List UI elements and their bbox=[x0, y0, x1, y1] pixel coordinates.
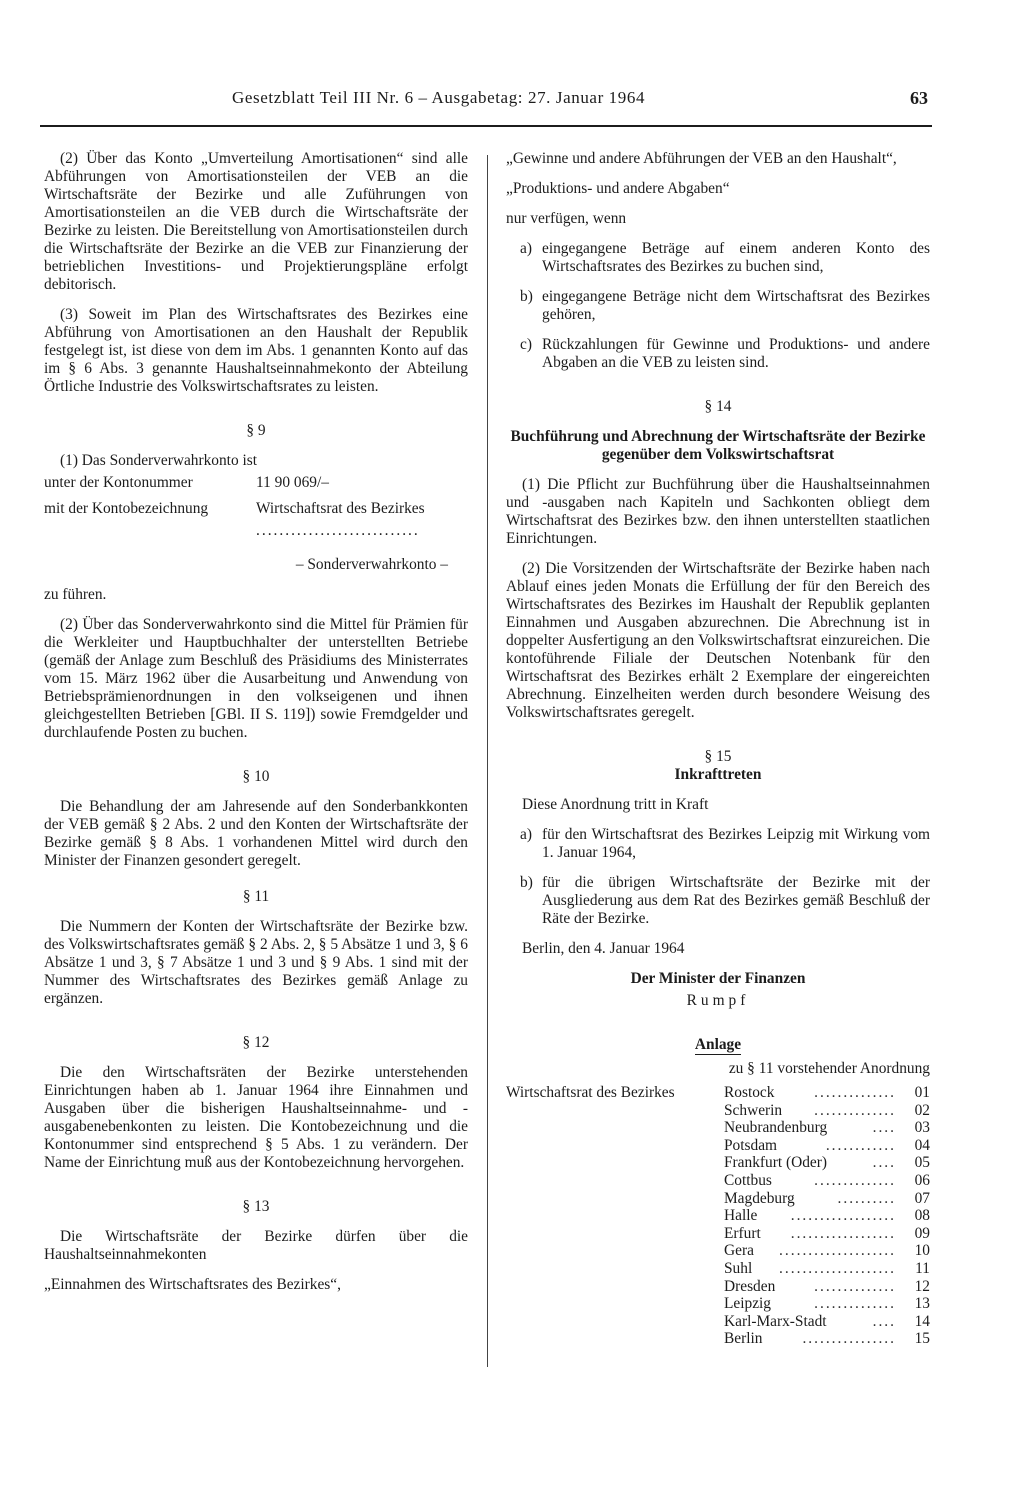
district-number: 12 bbox=[914, 1277, 930, 1295]
section-9-heading: § 9 bbox=[246, 422, 266, 439]
section-15-heading: § 15 bbox=[704, 748, 732, 765]
district-name: Frankfurt (Oder) bbox=[724, 1154, 827, 1172]
district-name: Dresden bbox=[724, 1277, 776, 1295]
sonderverwahrkonto-label: – Sonderverwahrkonto – bbox=[295, 556, 448, 573]
district-leader-dots: .......... bbox=[837, 1189, 896, 1207]
district-leader-dots: .............. bbox=[814, 1101, 896, 1119]
district-row bbox=[506, 1313, 930, 1331]
list-item-c: c) Rückzahlungen für Gewinne und Produktions- und andere Abgaben an die VEB zu leisten sind. bbox=[520, 336, 930, 371]
kontonummer-value: 11 90 069/– bbox=[256, 474, 329, 491]
paragraph-14-2: (2) Die Vorsitzenden der Wirtschaftsräte der Bezirke haben nach Ablauf eines jeden Monats die Erfüllung der für den Bereich des Wirtschaftsrates des Bezirkes im Haushalt der Republik geplanten Einnahmen und Ausgaben abzurechnen. Die Abrechnung ist in doppelter Ausfertigung an den Volkswirtschaftsrat einzureichen. Die kontoführende Filiale der Deutschen Notenbank für den Wirtschaftsrat des Bezirkes erhält 2 Exemplare der eingereichten Abrechnung. Einzelheiten werden durch besondere Weisung des Volkswirtschaftsrates geregelt. bbox=[506, 560, 930, 721]
district-number: 08 bbox=[914, 1207, 930, 1225]
district-row bbox=[506, 1207, 930, 1225]
district-number: 02 bbox=[914, 1101, 930, 1119]
district-name: Cottbus bbox=[724, 1171, 772, 1189]
district-name: Gera bbox=[724, 1242, 754, 1260]
section-15-title: Inkrafttreten bbox=[674, 766, 762, 783]
district-row bbox=[506, 1084, 930, 1102]
district-leader-dots: .................... bbox=[779, 1242, 896, 1260]
district-row bbox=[506, 1137, 930, 1155]
district-name: Rostock bbox=[724, 1084, 775, 1101]
district-number: 03 bbox=[914, 1119, 930, 1137]
district-row bbox=[506, 1119, 930, 1137]
district-leader-dots: .............. bbox=[814, 1295, 896, 1313]
district-row bbox=[506, 1330, 930, 1348]
district-leader-dots: .............. bbox=[814, 1277, 896, 1295]
district-row bbox=[506, 1225, 930, 1243]
district-number: 15 bbox=[914, 1330, 930, 1348]
zu-fuehren: zu führen. bbox=[44, 586, 107, 603]
district-number: 04 bbox=[914, 1136, 930, 1154]
paragraph-9-1: (1) Das Sonderverwahrkonto ist bbox=[60, 452, 258, 469]
header-rule bbox=[40, 125, 932, 127]
district-row bbox=[506, 1260, 930, 1278]
district-leader-dots: .... bbox=[872, 1312, 896, 1330]
section-11-heading: § 11 bbox=[242, 888, 270, 905]
right-column bbox=[506, 150, 930, 1348]
paragraph-10: Die Behandlung der am Jahresende auf den Sonderbankkonten der VEB gemäß § 2 Abs. 2 und den Konten der Wirtschaftsräte der Bezirke gemäß § 8 Abs. 1 vorhandenen Mittel wird durch den Minister der Finanzen gesondert geregelt. bbox=[44, 798, 468, 869]
left-column bbox=[44, 150, 468, 1294]
paragraph-13-quote-3: „Produktions- und andere Abgaben“ bbox=[506, 180, 730, 197]
anlage-title: Anlage bbox=[694, 1036, 742, 1053]
district-row bbox=[506, 1242, 930, 1260]
paragraph-14-1: (1) Die Pflicht zur Buchführung über die Haushaltseinnahmen und -ausgaben nach Kapiteln und Sachkonten obliegt dem Wirtschaftsrat des Bezirkes bzw. den ihnen unterstellten staatlichen Einrichtungen. bbox=[506, 476, 930, 547]
page-number: 63 bbox=[910, 88, 928, 108]
district-leader-dots: ............ bbox=[825, 1136, 896, 1154]
kontonummer-row bbox=[44, 470, 468, 496]
district-name: Potsdam bbox=[724, 1136, 778, 1154]
district-leader-dots: .... bbox=[872, 1154, 896, 1172]
district-name: Leipzig bbox=[724, 1295, 772, 1313]
district-number: 07 bbox=[914, 1189, 930, 1207]
anlage-subtitle: zu § 11 vorstehender Anordnung bbox=[728, 1060, 930, 1077]
paragraph-12: Die den Wirtschaftsräten der Bezirke unterstehenden Einrichtungen haben ab 1. Januar 1964 ihre Einnahmen und Ausgaben über die bisherigen Haushaltseinnahme- und -ausgabenebenkonten zu leisten. Die Kontobezeichnung und die Kontonummer sind entsprechend § 5 Abs. 1 zu verändern. Der Name der Einrichtung muß aus der Kontobezeichnung hervorgehen. bbox=[44, 1064, 468, 1171]
district-name: Berlin bbox=[724, 1330, 763, 1348]
district-number: 13 bbox=[914, 1295, 930, 1313]
paragraph-13: Die Wirtschaftsräte der Bezirke dürfen über die Haushaltseinnahmekonten bbox=[44, 1228, 468, 1263]
kontobezeichnung-row bbox=[44, 496, 468, 522]
section-15-intro: Diese Anordnung tritt in Kraft bbox=[522, 796, 709, 813]
section-12-heading: § 12 bbox=[242, 1034, 270, 1051]
paragraph-11: Die Nummern der Konten der Wirtschaftsräte der Bezirke bzw. des Volkswirtschaftsrates gemäß § 2 Abs. 2, § 5 Absätze 1 und 3, § 6 Absätze 1 und 3, § 7 Absätze 1 und 3 und § 9 Abs. 1 sind mit der Nummer des Wirtschaftsrates des Bezirkes gemäß Anlage zu ergänzen. bbox=[44, 918, 468, 1007]
district-number: 06 bbox=[914, 1171, 930, 1189]
district-name: Schwerin bbox=[724, 1101, 783, 1119]
paragraph-13-quote-1: „Einnahmen des Wirtschaftsrates des Bezirkes“, bbox=[44, 1276, 341, 1293]
district-row bbox=[506, 1278, 930, 1296]
fill-dots: ............................ bbox=[256, 522, 420, 539]
district-table bbox=[506, 1084, 930, 1348]
section-14-title: Buchführung und Abrechnung der Wirtschaftsräte der Bezirke gegenüber dem Volkswirtschaftsrat bbox=[510, 428, 926, 463]
district-number: 14 bbox=[914, 1312, 930, 1330]
paragraph-8-3: (3) Soweit im Plan des Wirtschaftsrates des Bezirkes eine Abführung von Amortisationen an den Haushalt der Republik festgelegt ist, ist diese von dem im Abs. 1 genannten Konto auf das im § 6 Abs. 3 genannte Haushaltseinnahmekonto der Abteilung Örtliche Industrie des Volkswirtschaftsrates zu leisten. bbox=[44, 306, 468, 395]
district-leader-dots: .................... bbox=[779, 1259, 896, 1277]
district-number: 11 bbox=[915, 1259, 930, 1277]
list-item-a: a) eingegangene Beträge auf einem anderen Konto des Wirtschaftsrates des Bezirkes zu buchen sind, bbox=[520, 240, 930, 275]
place-date: Berlin, den 4. Januar 1964 bbox=[522, 940, 685, 957]
district-name: Karl-Marx-Stadt bbox=[724, 1312, 827, 1330]
district-row bbox=[506, 1295, 930, 1313]
signer-name: Rumpf bbox=[686, 992, 750, 1009]
district-leader-dots: ................ bbox=[802, 1330, 896, 1348]
paragraph-8-2: (2) Über das Konto „Umverteilung Amortisationen“ sind alle Abführungen von Amortisationsteilen der VEB an die Wirtschaftsräte der Bezirke und alle Zuführungen von Amortisationsteilen an die VEB durch die Wirtschaftsräte der Bezirke zu leisten. Die Bereitstellung von Amortisationsteilen durch die Wirtschaftsräte der Bezirke an die VEB zur Finanzierung der betrieblichen Investitions- und Projektierungspläne erfolgt debitorisch. bbox=[44, 150, 468, 293]
district-leader-dots: .................. bbox=[790, 1224, 896, 1242]
district-leader-dots: .... bbox=[872, 1119, 896, 1137]
district-row bbox=[506, 1154, 930, 1172]
district-leader-dots: .................. bbox=[790, 1207, 896, 1225]
paragraph-9-2: (2) Über das Sonderverwahrkonto sind die Mittel für Prämien für die Werkleiter und Hauptbuchhalter der unterstellten Betriebe (gemäß der Anlage zum Beschluß des Präsidiums des Ministerrates vom 15. März 1962 über die Ausarbeitung und Anwendung von Betriebsprämienordnungen in den volkseigenen und ihnen gleichgestellten Betrieben [GBl. II S. 119]) sowie Fremdgelder und durchlaufende Posten zu buchen. bbox=[44, 616, 468, 741]
section-10-heading: § 10 bbox=[242, 768, 270, 785]
district-row bbox=[506, 1190, 930, 1208]
kontobezeichnung-label: mit der Kontobezeichnung bbox=[44, 500, 209, 517]
district-row bbox=[506, 1102, 930, 1120]
kontonummer-label: unter der Kontonummer bbox=[44, 474, 193, 491]
district-number: 01 bbox=[914, 1084, 930, 1101]
signer-title: Der Minister der Finanzen bbox=[630, 970, 806, 987]
district-number: 05 bbox=[914, 1154, 930, 1172]
district-number: 10 bbox=[914, 1242, 930, 1260]
nur-verfuegen: nur verfügen, wenn bbox=[506, 210, 627, 227]
district-name: Suhl bbox=[724, 1259, 753, 1277]
inkraft-item-a: a) für den Wirtschaftsrat des Bezirkes Leipzig mit Wirkung vom 1. Januar 1964, bbox=[520, 826, 930, 861]
district-name: Halle bbox=[724, 1207, 758, 1225]
district-leader-dots: .............. bbox=[814, 1171, 896, 1189]
district-prefix: Wirtschaftsrat des Bezirkes bbox=[506, 1084, 675, 1101]
district-number: 09 bbox=[914, 1224, 930, 1242]
column-divider bbox=[487, 155, 488, 1367]
district-name: Erfurt bbox=[724, 1224, 761, 1242]
kontobezeichnung-value: Wirtschaftsrat des Bezirkes bbox=[256, 500, 425, 517]
district-row bbox=[506, 1172, 930, 1190]
paragraph-13-quote-2: „Gewinne und andere Abführungen der VEB an den Haushalt“, bbox=[506, 150, 897, 167]
page-header bbox=[40, 88, 928, 114]
inkraft-item-b: b) für die übrigen Wirtschaftsräte der Bezirke mit der Ausgliederung aus dem Rat des Bezirkes gemäß Beschluß der Räte der Bezirke. bbox=[520, 874, 930, 927]
district-name: Neubrandenburg bbox=[724, 1119, 828, 1137]
district-leader-dots: .............. bbox=[814, 1084, 896, 1101]
section-14-heading: § 14 bbox=[704, 398, 732, 415]
header-title: Gesetzblatt Teil III Nr. 6 – Ausgabetag: 27. Januar 1964 bbox=[232, 88, 646, 107]
district-name: Magdeburg bbox=[724, 1189, 795, 1207]
list-item-b: b) eingegangene Beträge nicht dem Wirtschaftsrat des Bezirkes gehören, bbox=[520, 288, 930, 323]
section-13-heading: § 13 bbox=[242, 1198, 270, 1215]
